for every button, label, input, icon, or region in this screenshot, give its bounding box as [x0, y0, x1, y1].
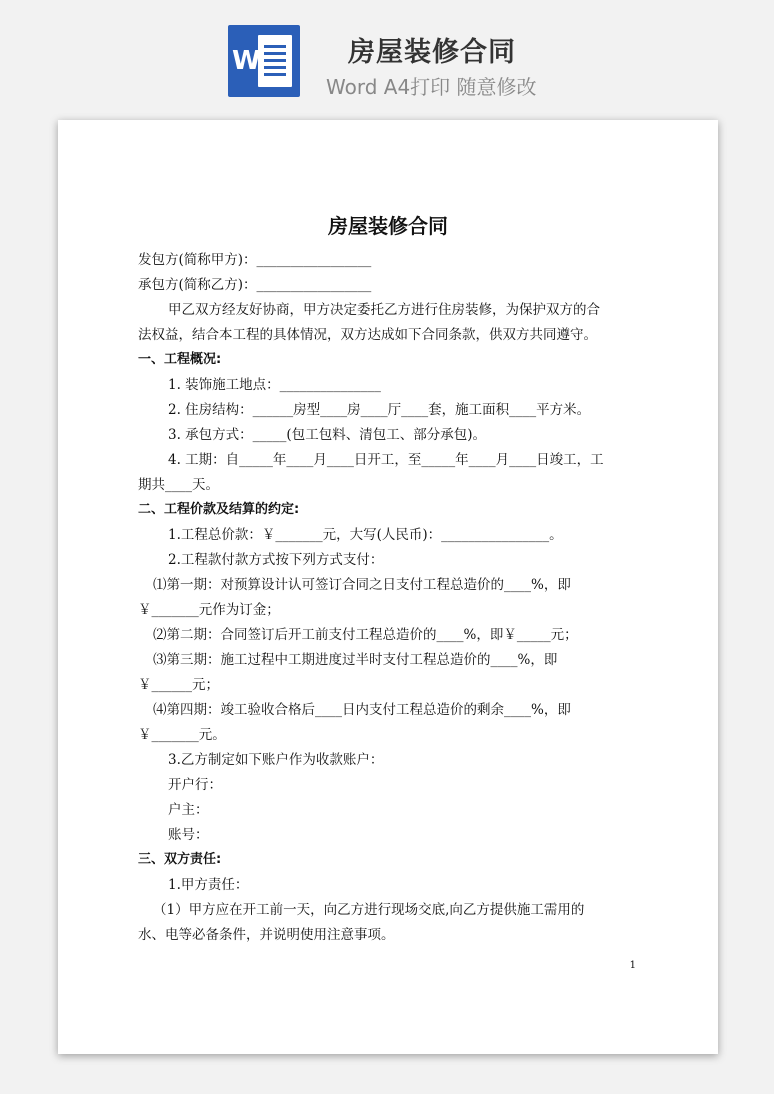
- section-heading: 三、双方责任:: [138, 852, 222, 867]
- paragraph: 法权益，结合本工程的具体情况，双方达成如下合同条款，供双方共同遵守。: [138, 327, 597, 343]
- clause: ⑵第二期：合同签订后开工前支付工程总造价的____%，即￥_____元；: [153, 627, 578, 643]
- clause: ⑶第三期：施工过程中工期进度过半时支付工程总造价的____%，即: [153, 652, 558, 668]
- clause: ￥_______元。: [138, 727, 226, 743]
- header-title: 房屋装修合同: [348, 37, 516, 68]
- party-b-line: 承包方(简称乙方)：_________________: [138, 277, 372, 293]
- clause: 期共____天。: [138, 477, 219, 493]
- paragraph: 甲乙双方经友好协商，甲方决定委托乙方进行住房装修，为保护双方的合: [168, 302, 600, 318]
- page-number: 1: [629, 960, 636, 971]
- clause: 1. 装饰施工地点：_______________: [168, 377, 381, 393]
- clause: 水、电等必备条件，并说明使用注意事项。: [138, 927, 395, 943]
- header-subtitle: Word A4打印 随意修改: [326, 75, 537, 99]
- clause: 2. 住房结构：______房型____房____厅____套，施工面积____平方米。: [168, 402, 591, 418]
- section-heading: 二、工程价款及结算的约定:: [138, 502, 300, 517]
- clause: ⑴第一期：对预算设计认可签订合同之日支付工程总造价的____%，即: [153, 577, 571, 593]
- clause: 3. 承包方式：_____(包工包料、清包工、部分承包)。: [168, 427, 486, 443]
- clause: 2.工程款付款方式按下列方式支付：: [168, 552, 384, 568]
- clause: 3.乙方制定如下账户作为收款账户：: [168, 752, 384, 768]
- document-page: [58, 120, 718, 1054]
- clause: 1.甲方责任：: [168, 877, 249, 893]
- clause: 开户行：: [168, 777, 222, 793]
- clause: ￥______元；: [138, 677, 219, 693]
- clause: 1.工程总价款：￥_______元，大写(人民币)：________________。: [168, 527, 563, 543]
- clause: 4. 工期：自_____年____月____日开工，至_____年____月____日竣工，工: [168, 452, 604, 468]
- clause: （1）甲方应在开工前一天，向乙方进行现场交底,向乙方提供施工需用的: [153, 902, 585, 918]
- header: [0, 0, 774, 110]
- party-a-line: 发包方(简称甲方)：_________________: [138, 252, 372, 268]
- clause: ⑷第四期：竣工验收合格后____日内支付工程总造价的剩余____%，即: [153, 702, 571, 718]
- clause: ￥_______元作为订金；: [138, 602, 280, 618]
- document-title: 房屋装修合同: [328, 214, 448, 238]
- section-heading: 一、工程概况:: [138, 352, 222, 367]
- clause: 账号：: [168, 827, 209, 843]
- clause: 户主：: [168, 802, 209, 818]
- word-icon: W: [228, 25, 300, 97]
